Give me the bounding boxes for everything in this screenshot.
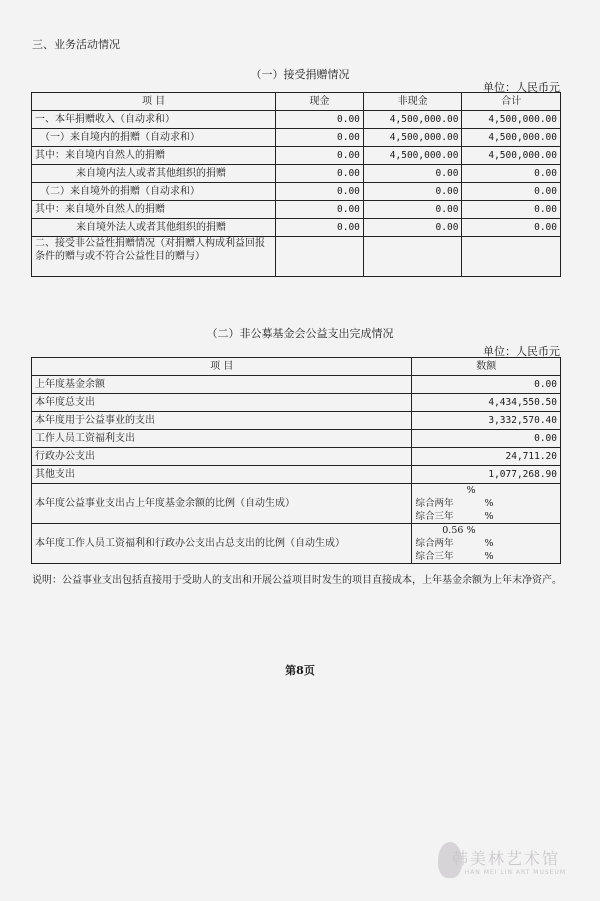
donations-table	[31, 92, 561, 277]
three-year-label: 综合三年	[415, 551, 454, 562]
amount-cell: 4,434,550.50	[412, 394, 561, 412]
row-label: （一）来自境内的捐赠（自动求和）	[32, 129, 276, 147]
table-header-row	[32, 93, 561, 111]
table-row	[32, 394, 561, 412]
amount-cell: 0.00	[412, 376, 561, 394]
col-header-total: 合计	[462, 93, 561, 111]
two-year-label: 综合两年	[415, 498, 454, 509]
table-header-row	[32, 358, 561, 376]
amount-cell: 24,711.20	[412, 448, 561, 466]
ratio-label: 本年度工作人员工资福利和行政办公支出占总支出的比例（自动生成）	[32, 524, 412, 564]
percent-sign: %	[484, 551, 494, 562]
amount-cell: 1,077,268.90	[412, 466, 561, 484]
total-cell	[462, 237, 561, 277]
row-label: 其中：来自境内自然人的捐赠	[32, 147, 276, 165]
cash-cell	[276, 237, 364, 277]
row-label: 上年度基金余额	[32, 376, 412, 394]
percent-sign: %	[484, 498, 494, 509]
noncash-cell: 4,500,000.00	[363, 129, 462, 147]
cash-cell: 0.00	[276, 165, 364, 183]
watermark-chinese: 韩美林艺术馆	[451, 849, 560, 868]
watermark-english: HAN MEI LIN ART MUSEUM	[464, 869, 566, 876]
percent-sign: %	[466, 525, 476, 536]
table-row	[32, 412, 561, 430]
cash-cell: 0.00	[276, 147, 364, 165]
noncash-cell: 0.00	[363, 165, 462, 183]
nonpublic-donation-label: 二、接受非公益性捐赠情况（对捐赠人构成利益回报条件的赠与或不符合公益性目的赠与）	[32, 237, 276, 277]
donations-title: （一）接受捐赠情况	[250, 68, 350, 81]
percent-sign: %	[466, 485, 476, 496]
row-label: 本年度用于公益事业的支出	[32, 412, 412, 430]
table-row	[32, 484, 561, 524]
ratio-value: 0.56	[442, 525, 464, 536]
total-cell: 0.00	[462, 219, 561, 237]
two-year-label: 综合两年	[415, 538, 454, 549]
noncash-cell: 4,500,000.00	[363, 147, 462, 165]
col-header-item: 项 目	[32, 93, 276, 111]
cash-cell: 0.00	[276, 111, 364, 129]
col-header-noncash: 非现金	[363, 93, 462, 111]
ratio-cell	[412, 484, 561, 524]
amount-cell: 0.00	[412, 430, 561, 448]
ratio-cell	[412, 524, 561, 564]
noncash-cell: 0.00	[363, 219, 462, 237]
cash-cell: 0.00	[276, 219, 364, 237]
noncash-cell	[363, 237, 462, 277]
footnote: 说明：公益事业支出包括直接用于受助人的支出和开展公益项目时发生的项目直接成本，上年基金余额为上年末净资产。	[32, 575, 562, 586]
total-cell: 0.00	[462, 183, 561, 201]
table-row	[32, 466, 561, 484]
page-number: 第8页	[285, 664, 315, 677]
table-row	[32, 165, 561, 183]
expenditure-title: （二）非公募基金会公益支出完成情况	[206, 327, 394, 340]
table-row	[32, 129, 561, 147]
three-year-label: 综合三年	[415, 511, 454, 522]
noncash-cell: 4,500,000.00	[363, 111, 462, 129]
table-row	[32, 524, 561, 564]
total-cell: 0.00	[462, 201, 561, 219]
amount-cell: 3,332,570.40	[412, 412, 561, 430]
table-row	[32, 201, 561, 219]
cash-cell: 0.00	[276, 201, 364, 219]
ratio-label: 本年度公益事业支出占上年度基金余额的比例（自动生成）	[32, 484, 412, 524]
total-cell: 4,500,000.00	[462, 111, 561, 129]
noncash-cell: 0.00	[363, 201, 462, 219]
expenditure-unit: 单位：人民币元	[483, 345, 560, 358]
total-cell: 4,500,000.00	[462, 129, 561, 147]
table-row	[32, 448, 561, 466]
total-cell: 0.00	[462, 165, 561, 183]
cash-cell: 0.00	[276, 129, 364, 147]
col-header-item: 项 目	[32, 358, 412, 376]
table-row	[32, 147, 561, 165]
row-label: 来自境内法人或者其他组织的捐赠	[32, 165, 276, 183]
row-label: 本年度总支出	[32, 394, 412, 412]
table-row	[32, 111, 561, 129]
cash-cell: 0.00	[276, 183, 364, 201]
expenditure-table	[31, 357, 561, 564]
table-row	[32, 237, 561, 277]
row-label: （二）来自境外的捐赠（自动求和）	[32, 183, 276, 201]
total-cell: 4,500,000.00	[462, 147, 561, 165]
table-row	[32, 430, 561, 448]
row-label: 一、本年捐赠收入（自动求和）	[32, 111, 276, 129]
col-header-amount: 数额	[412, 358, 561, 376]
row-label: 其他支出	[32, 466, 412, 484]
col-header-cash: 现金	[276, 93, 364, 111]
table-row	[32, 183, 561, 201]
row-label: 行政办公支出	[32, 448, 412, 466]
donations-unit: 单位：人民币元	[483, 81, 560, 94]
percent-sign: %	[484, 511, 494, 522]
table-row	[32, 376, 561, 394]
percent-sign: %	[484, 538, 494, 549]
noncash-cell: 0.00	[363, 183, 462, 201]
row-label: 来自境外法人或者其他组织的捐赠	[32, 219, 276, 237]
table-row	[32, 219, 561, 237]
section-title: 三、业务活动情况	[32, 38, 120, 51]
row-label: 其中：来自境外自然人的捐赠	[32, 201, 276, 219]
row-label: 工作人员工资福利支出	[32, 430, 412, 448]
